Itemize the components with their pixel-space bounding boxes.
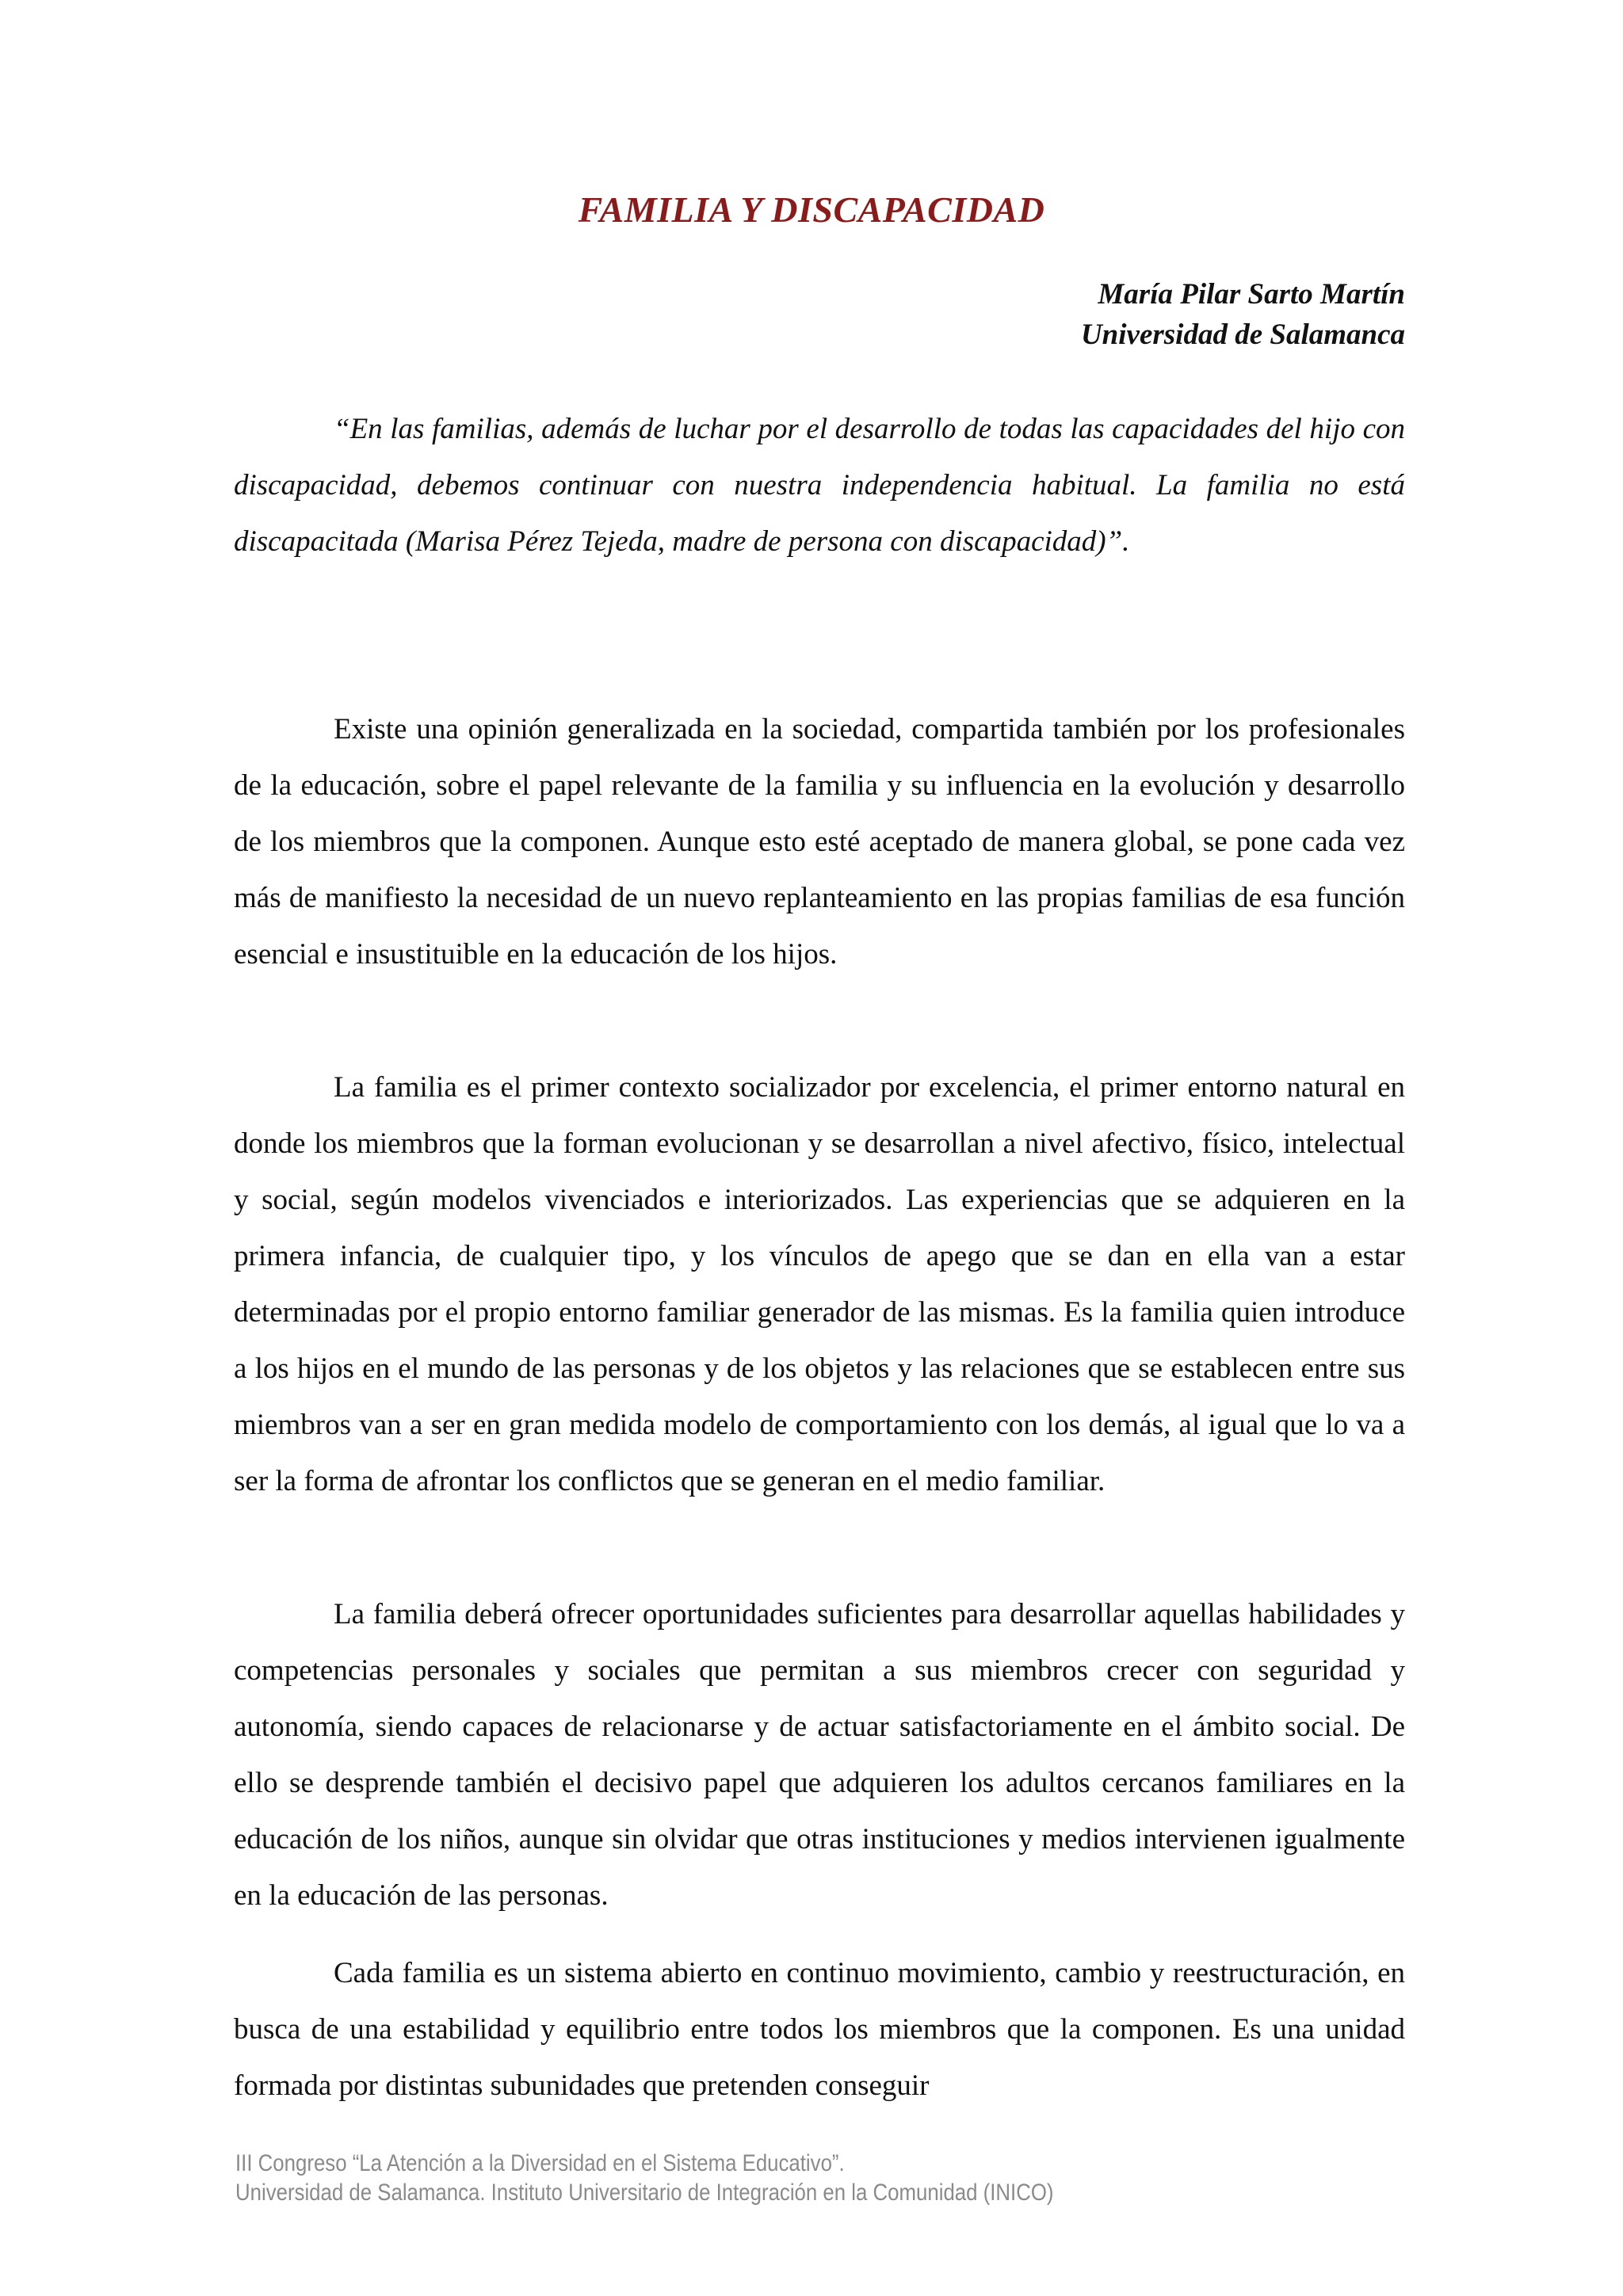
footer-congress: III Congreso “La Atención a la Diversidad en el Sistema Educativo”. xyxy=(235,2150,845,2176)
paragraph-4: Cada familia es un sistema abierto en continuo movimiento, cambio y reestructuración, en busca de una estabilidad y equilibrio entre todos los miembros que la componen. Es una unidad formada por distintas subunidades que pretenden conseguir xyxy=(234,1957,1405,2102)
paragraph-2: La familia es el primer contexto socializador por excelencia, el primer entorno natural en donde los miembros que la forman evolucionan y se desarrollan a nivel afectivo, físico, intelectual y social, según modelos vivenciados e interiorizados. Las experiencias que se adquieren en la primera infancia, de cualquier tipo, y los vínculos de apego que se dan en ella van a estar determinadas por el propio entorno familiar generador de las mismas. Es la familia quien introduce a los hijos en el mundo de las personas y de los objetos y las relaciones que se establecen entre sus miembros van a ser en gran medida modelo de comportamiento con los demás, al igual que lo va a ser la forma de afrontar los conflictos que se generan en el medio familiar. xyxy=(234,1071,1405,1497)
author-affiliation: Universidad de Salamanca xyxy=(1080,318,1405,351)
document-title: FAMILIA Y DISCAPACIDAD xyxy=(578,189,1045,230)
footer-institution: Universidad de Salamanca. Instituto Universitario de Integración en la Comunidad (INICO) xyxy=(235,2180,1054,2206)
author-name: María Pilar Sarto Martín xyxy=(1098,278,1405,311)
epigraph-quote: “En las familias, además de luchar por el desarrollo de todas las capacidades del hijo con discapacidad, debemos continuar con nuestra independencia habitual. La familia no está discapacitada (Marisa Pérez Tejeda, madre de persona con discapacidad)”. xyxy=(234,413,1405,558)
paragraph-1: Existe una opinión generalizada en la sociedad, compartida también por los profesionales de la educación, sobre el papel relevante de la familia y su influencia en la evolución y desarrollo de los miembros que la componen. Aunque esto esté aceptado de manera global, se pone cada vez más de manifiesto la necesidad de un nuevo replanteamiento en las propias familias de esa función esencial e insustituible en la educación de los hijos. xyxy=(234,713,1405,971)
page-footer xyxy=(235,2149,1054,2207)
paragraph-3: La familia deberá ofrecer oportunidades suficientes para desarrollar aquellas habilidades y competencias personales y sociales que permitan a sus miembros crecer con seguridad y autonomía, siendo capaces de relacionarse y de actuar satisfactoriamente en el ámbito social. De ello se desprende también el decisivo papel que adquieren los adultos cercanos familiares en la educación de los niños, aunque sin olvidar que otras instituciones y medios intervienen igualmente en la educación de las personas. xyxy=(234,1598,1405,1912)
author-block xyxy=(1081,274,1405,355)
